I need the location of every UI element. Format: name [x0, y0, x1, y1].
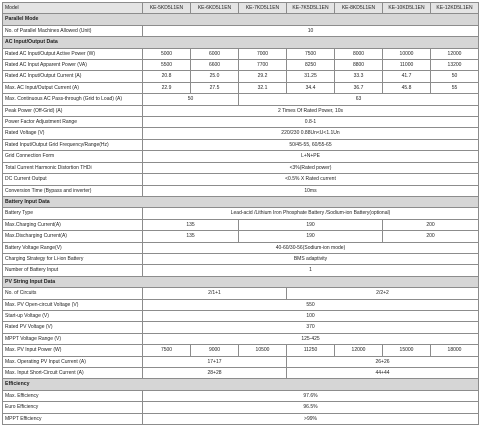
- spec-value: Lead-acid /Lithium Iron Phosphate Battery /Sodium-ion Battery(optional): [143, 208, 479, 219]
- spec-body: [3, 14, 479, 425]
- spec-table: [2, 2, 479, 425]
- spec-value: 12000: [431, 48, 479, 59]
- spec-value: 11250: [287, 345, 335, 356]
- spec-label: Rated AC Input/Output Active Power (W): [3, 48, 143, 59]
- spec-value: 200: [383, 219, 479, 230]
- spec-label: Max. Operating PV Input Current (A): [3, 356, 143, 367]
- spec-row: [3, 231, 479, 242]
- spec-value: 45.8: [383, 82, 431, 93]
- spec-value: 32.1: [239, 82, 287, 93]
- spec-value: 22.9: [143, 82, 191, 93]
- spec-value: 26+26: [287, 356, 479, 367]
- header-label: Model: [3, 3, 143, 14]
- section-title: PV String Input Data: [3, 276, 479, 287]
- section-header-row: [3, 37, 479, 48]
- spec-value: 12000: [335, 345, 383, 356]
- section-header-row: [3, 276, 479, 287]
- spec-label: Start-up Voltage (V): [3, 310, 143, 321]
- spec-value: 13200: [431, 60, 479, 71]
- spec-value: 220/230 0.88Un<U<1.1Un: [143, 128, 479, 139]
- section-header-row: [3, 379, 479, 390]
- section-header-row: [3, 196, 479, 207]
- spec-value: 17+17: [143, 356, 287, 367]
- spec-value: 6600: [191, 60, 239, 71]
- spec-label: Rated Voltage (V): [3, 128, 143, 139]
- spec-value: 63: [239, 94, 479, 105]
- spec-row: [3, 413, 479, 424]
- spec-value: 2/1+1: [143, 288, 287, 299]
- spec-row: [3, 208, 479, 219]
- spec-value: 20.8: [143, 71, 191, 82]
- spec-label: Battery Type: [3, 208, 143, 219]
- spec-label: Max. Input Short-Circuit Current (A): [3, 368, 143, 379]
- spec-label: Conversion Time (Bypass and inverter): [3, 185, 143, 196]
- spec-value: 10000: [383, 48, 431, 59]
- spec-value: <0.5% X Rated current: [143, 174, 479, 185]
- spec-row: [3, 174, 479, 185]
- spec-value: 31.25: [287, 71, 335, 82]
- spec-row: [3, 402, 479, 413]
- spec-row: [3, 310, 479, 321]
- spec-row: [3, 253, 479, 264]
- spec-row: [3, 139, 479, 150]
- spec-value: 41.7: [383, 71, 431, 82]
- spec-label: Max. Efficiency: [3, 390, 143, 401]
- spec-value: 6000: [191, 48, 239, 59]
- spec-row: [3, 345, 479, 356]
- spec-label: Rated PV Voltage (V): [3, 322, 143, 333]
- spec-label: Rated AC Input Apparent Power (VA): [3, 60, 143, 71]
- spec-value: 135: [143, 219, 239, 230]
- spec-row: [3, 322, 479, 333]
- spec-value: 5000: [143, 48, 191, 59]
- spec-label: Euro Efficiency: [3, 402, 143, 413]
- spec-row: [3, 71, 479, 82]
- spec-value: 10500: [239, 345, 287, 356]
- spec-row: [3, 25, 479, 36]
- spec-value: 34.4: [287, 82, 335, 93]
- section-title: AC Input/Output Data: [3, 37, 479, 48]
- spec-value: 8000: [335, 48, 383, 59]
- spec-label: No. of Parallel Machines Allowed (Unit): [3, 25, 143, 36]
- spec-row: [3, 356, 479, 367]
- spec-value: 2 Times Of Rated Power, 10s: [143, 105, 479, 116]
- spec-row: [3, 242, 479, 253]
- spec-value: 97.6%: [143, 390, 479, 401]
- spec-label: MPPT Efficiency: [3, 413, 143, 424]
- spec-value: 8800: [335, 60, 383, 71]
- spec-value: 7500: [287, 48, 335, 59]
- section-title: Efficiency: [3, 379, 479, 390]
- spec-label: No. of Circuits: [3, 288, 143, 299]
- spec-label: Max. AC Input/Output Current (A): [3, 82, 143, 93]
- spec-value: 50: [143, 94, 239, 105]
- spec-label: Charging Strategy for Li-ion Battery: [3, 253, 143, 264]
- spec-value: L+N+PE: [143, 151, 479, 162]
- spec-label: Rated AC Input/Output Current (A): [3, 71, 143, 82]
- spec-row: [3, 219, 479, 230]
- spec-value: 10ms: [143, 185, 479, 196]
- spec-row: [3, 48, 479, 59]
- model-name: KE-8KD5L1EN: [335, 3, 383, 14]
- spec-value: 36.7: [335, 82, 383, 93]
- spec-value: 50/45-55, 60/55-65: [143, 139, 479, 150]
- spec-row: [3, 94, 479, 105]
- spec-value: 28+28: [143, 368, 287, 379]
- spec-value: 125-425: [143, 333, 479, 344]
- model-name: KE-10KD5L1EN: [383, 3, 431, 14]
- model-name: KE-5KD5L1EN: [143, 3, 191, 14]
- model-name: KE-7K5D5L1EN: [287, 3, 335, 14]
- spec-value: 7000: [239, 48, 287, 59]
- spec-label: Number of Battery Input: [3, 265, 143, 276]
- spec-value: 7700: [239, 60, 287, 71]
- spec-label: MPPT Voltage Range (V): [3, 333, 143, 344]
- spec-row: [3, 299, 479, 310]
- spec-value: 550: [143, 299, 479, 310]
- spec-label: Max. PV Input Power (W): [3, 345, 143, 356]
- spec-value: 1: [143, 265, 479, 276]
- spec-value: 44+44: [287, 368, 479, 379]
- model-name: KE-7KD5L1EN: [239, 3, 287, 14]
- spec-value: 11000: [383, 60, 431, 71]
- spec-value: 29.2: [239, 71, 287, 82]
- spec-row: [3, 105, 479, 116]
- spec-label: Max. Continuous AC Pass-through (Grid to Load) (A): [3, 94, 143, 105]
- spec-value: 96.5%: [143, 402, 479, 413]
- spec-row: [3, 82, 479, 93]
- spec-value: 0.8-1: [143, 117, 479, 128]
- spec-value: 7500: [143, 345, 191, 356]
- model-name: KE-12KD5L1EN: [431, 3, 479, 14]
- spec-label: Max.Charging Current(A): [3, 219, 143, 230]
- spec-value: 8250: [287, 60, 335, 71]
- spec-value: BMS adaptivity: [143, 253, 479, 264]
- spec-value: 200: [383, 231, 479, 242]
- spec-value: 10: [143, 25, 479, 36]
- spec-value: 55: [431, 82, 479, 93]
- spec-row: [3, 162, 479, 173]
- spec-label: DC Current Output: [3, 174, 143, 185]
- spec-value: <3%(Rated power): [143, 162, 479, 173]
- spec-value: 370: [143, 322, 479, 333]
- spec-value: 33.3: [335, 71, 383, 82]
- spec-label: Peak Power (Off-Grid) (A): [3, 105, 143, 116]
- spec-label: Power Factor Adjustment Range: [3, 117, 143, 128]
- spec-row: [3, 185, 479, 196]
- spec-value: >99%: [143, 413, 479, 424]
- spec-row: [3, 265, 479, 276]
- spec-value: 2/2+2: [287, 288, 479, 299]
- spec-label: Max. PV Open-circuit Voltage (V): [3, 299, 143, 310]
- spec-label: Max.Discharging Current(A): [3, 231, 143, 242]
- spec-label: Rated Input/Output Grid Frequency/Range(Hz): [3, 139, 143, 150]
- spec-value: 135: [143, 231, 239, 242]
- spec-row: [3, 390, 479, 401]
- spec-value: 27.5: [191, 82, 239, 93]
- spec-label: Grid Connection Form: [3, 151, 143, 162]
- spec-value: 9000: [191, 345, 239, 356]
- spec-value: 50: [431, 71, 479, 82]
- spec-row: [3, 368, 479, 379]
- spec-sheet: [2, 2, 478, 425]
- section-header-row: [3, 14, 479, 25]
- model-name: KE-6KD5L1EN: [191, 3, 239, 14]
- spec-label: Battery Voltage Range(V): [3, 242, 143, 253]
- spec-row: [3, 117, 479, 128]
- section-title: Battery Input Data: [3, 196, 479, 207]
- spec-value: 25.0: [191, 71, 239, 82]
- spec-value: 190: [239, 231, 383, 242]
- spec-row: [3, 288, 479, 299]
- spec-value: 5500: [143, 60, 191, 71]
- spec-row: [3, 333, 479, 344]
- section-title: Parallel Mode: [3, 14, 479, 25]
- spec-row: [3, 128, 479, 139]
- spec-label: Total Current Harmonic Distortion THDi: [3, 162, 143, 173]
- spec-row: [3, 151, 479, 162]
- model-header-row: [3, 3, 479, 14]
- spec-value: 18000: [431, 345, 479, 356]
- spec-row: [3, 60, 479, 71]
- spec-value: 190: [239, 219, 383, 230]
- spec-value: 15000: [383, 345, 431, 356]
- spec-value: 100: [143, 310, 479, 321]
- spec-value: 40-60/30-56(Sodium-ion mode): [143, 242, 479, 253]
